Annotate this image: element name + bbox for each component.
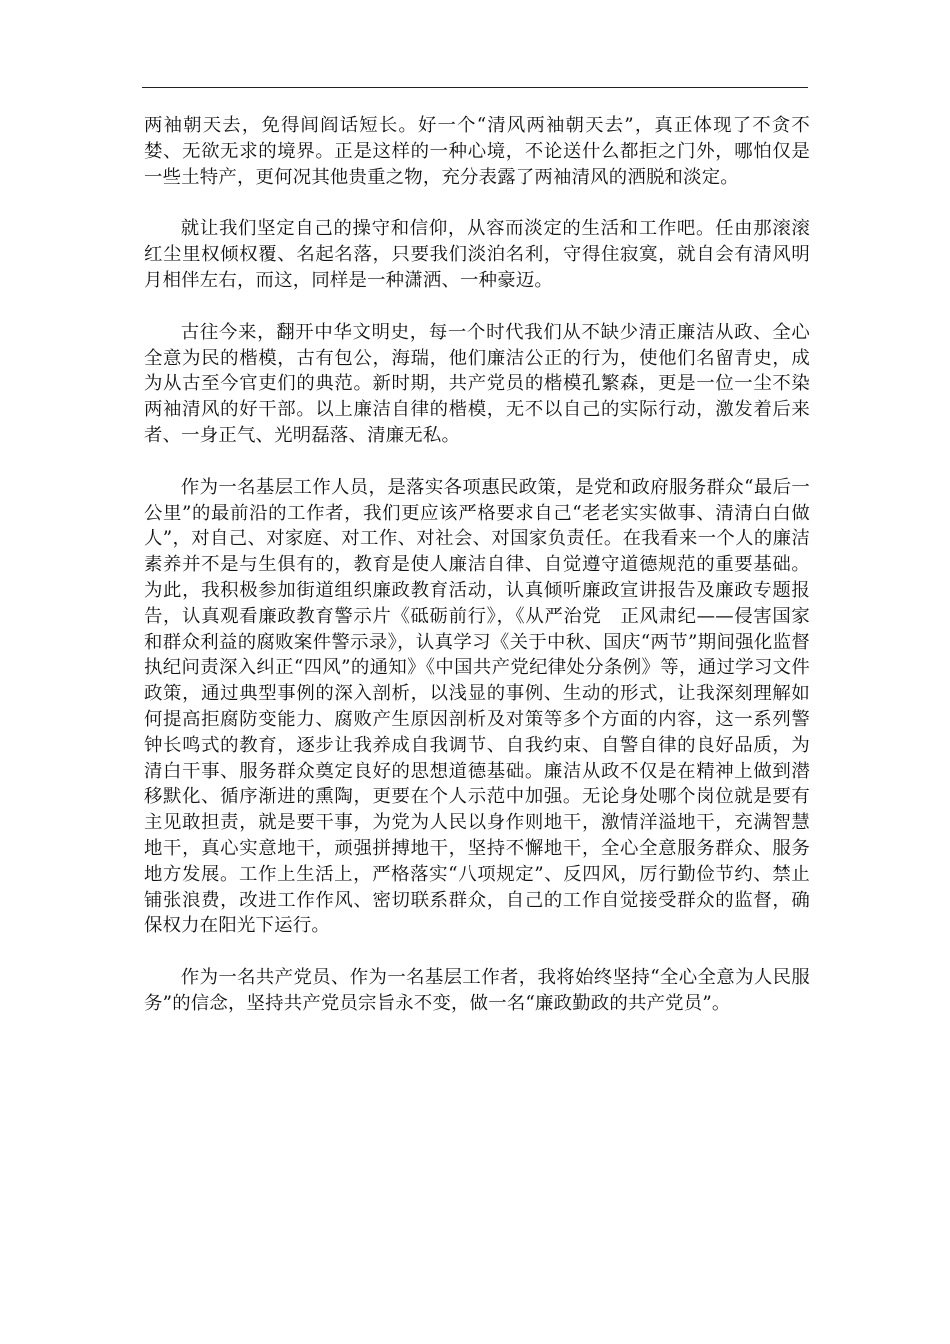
paragraph-spacer bbox=[144, 190, 810, 216]
paragraph-spacer bbox=[144, 294, 810, 320]
paragraph-conclusion: 作为一名共产党员、作为一名基层工作者，我将始终坚持“全心全意为人民服务”的信念，坚持共产党员宗旨永不变，做一名“廉政勤政的共产党员”。 bbox=[144, 967, 810, 1014]
paragraph-grassroots-work: 作为一名基层工作人员，是落实各项惠民政策，是党和政府服务群众“最后一公里”的最前沿的工作者，我们更应该严格要求自己“老老实实做事、清清白白做人”，对自己、对家庭、对工作、对社会、对国家负责任。在我看来一个人的廉洁素养并不是与生俱有的，教育是使人廉洁自律、自觉遵守道德规范的重要基础。为此，我积极参加街道组织廉政教育活动，认真倾听廉政宣讲报告及廉政专题报告，认真观看廉政教育警示片《砥砺前行》，《从严治党 正风肃纪——侵害国家和群众利益的腐败案件警示录》，认真学习《关于中秋、国庆“两节”期间强化监督执纪问责深入纠正“四风”的通知》《中国共产党纪律处分条例》等，通过学习文件政策，通过典型事例的深入剖析，以浅显的事例、生动的形式，让我深刻理解如何提高拒腐防变能力、腐败产生原因剖析及对策等多个方面的内容，这一系列警钟长鸣式的教育，逐步让我养成自我调节、自我约束、自警自律的良好品质，为清白干事、服务群众奠定良好的思想道德基础。廉洁从政不仅是在精神上做到潜移默化、循序渐进的熏陶，更要在个人示范中加强。无论身处哪个岗位就是要有主见敢担责，就是要干事，为党为人民以身作则地干，激情洋溢地干，充满智慧地干，真心实意地干，顽强拼搏地干，坚持不懈地干，全心全意服务群众、服务地方发展。工作上生活上，严格落实“八项规定”、反四风，厉行勤俭节约、禁止铺张浪费，改进工作作风、密切联系群众，自己的工作自觉接受群众的监督，确保权力在阳光下运行。 bbox=[144, 476, 810, 937]
paragraph-resolve: 就让我们坚定自己的操守和信仰，从容而淡定的生活和工作吧。任由那滚滚红尘里权倾权覆、名起名落，只要我们淡泊名利，守得住寂寞，就自会有清风明月相伴左右，而这，同样是一种潇洒、一种豪迈。 bbox=[144, 218, 810, 291]
paragraph-continuation: 两袖朝天去，免得闾阎话短长。好一个“清风两袖朝天去”，真正体现了不贪不婪、无欲无求的境界。正是这样的一种心境，不论送什么都拒之门外，哪怕仅是一些土特产，更何况其他贵重之物，充分表露了两袖清风的洒脱和淡定。 bbox=[144, 115, 810, 188]
document-body bbox=[144, 113, 810, 1017]
paragraph-spacer bbox=[144, 939, 810, 965]
paragraph-role-models: 古往今来，翻开中华文明史，每一个时代我们从不缺少清正廉洁从政、全心全意为民的楷模，古有包公，海瑞，他们廉洁公正的行为，使他们名留青史，成为从古至今官吏们的典范。新时期，共产党员的楷模孔繁森，更是一位一尘不染两袖清风的好干部。以上廉洁自律的楷模，无不以自己的实际行动，激发着后来者、一身正气、光明磊落、清廉无私。 bbox=[144, 321, 810, 446]
header-divider bbox=[142, 87, 808, 88]
paragraph-spacer bbox=[144, 449, 810, 475]
